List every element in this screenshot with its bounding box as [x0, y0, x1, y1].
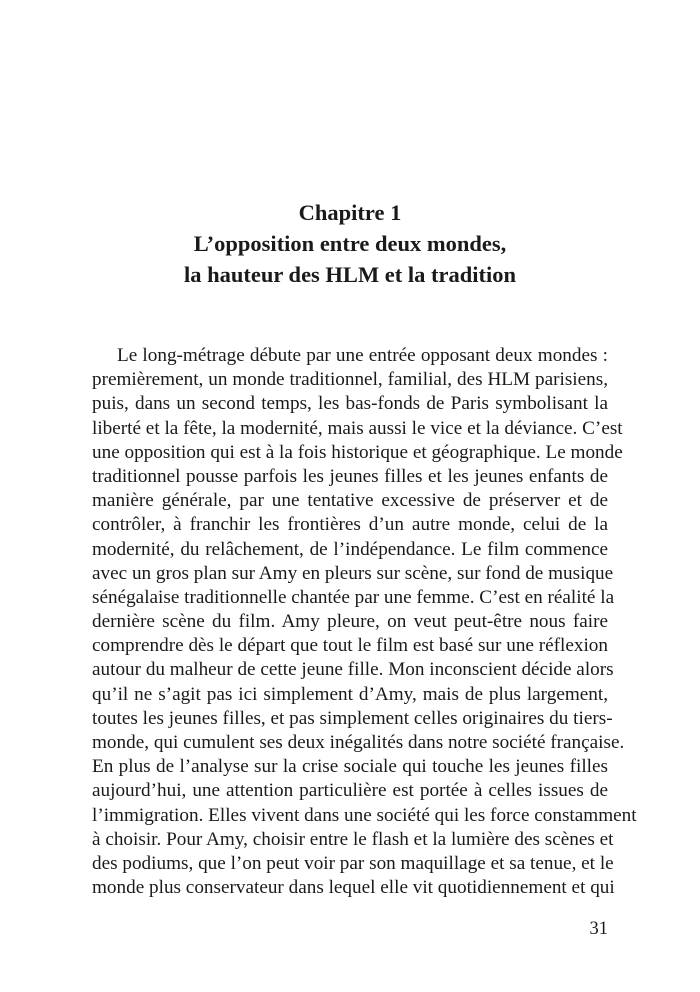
chapter-number: Chapitre 1: [298, 200, 402, 225]
text-line: monde plus conservateur dans lequel elle vit quotidiennement et qui: [92, 877, 615, 899]
text-line: avec un gros plan sur Amy en pleurs sur scène, sur fond de musique: [92, 562, 614, 584]
text-line: à choisir. Pour Amy, choisir entre le flash et la lumière des scènes et: [92, 828, 614, 850]
text-line: premièrement, un monde traditionnel, familial, des HLM parisiens,: [92, 369, 608, 391]
text-line: une opposition qui est à la fois historique et géographique. Le monde: [92, 441, 623, 463]
text-line: l’immigration. Elles vivent dans une société qui les force constamment: [92, 804, 637, 826]
text-line: En plus de l’analyse sur la crise sociale qui touche les jeunes filles: [92, 756, 608, 778]
text-line: des podiums, que l’on peut voir par son maquillage et sa tenue, et le: [92, 852, 614, 874]
text-line: contrôler, à franchir les frontières d’un autre monde, celui de la: [92, 514, 608, 536]
page-number: 31: [589, 919, 608, 939]
text-line: sénégalaise traditionnelle chantée par une femme. C’est en réalité la: [92, 586, 615, 608]
text-line: aujourd’hui, une attention particulière est portée à celles issues de: [92, 780, 608, 802]
text-line: comprendre dès le départ que tout le film est basé sur une réflexion: [92, 635, 608, 657]
chapter-title-line-2: la hauteur des HLM et la tradition: [183, 262, 517, 287]
text-line: autour du malheur de cette jeune fille. Mon inconscient décide alors: [92, 659, 614, 681]
chapter-heading: [0, 197, 700, 290]
text-line: qu’il ne s’agit pas ici simplement d’Amy, mais de plus largement,: [92, 683, 608, 705]
text-line: manière générale, par une tentative excessive de préserver et de: [92, 490, 608, 512]
chapter-title-line-1: L’opposition entre deux mondes,: [193, 231, 507, 256]
body-paragraph: [92, 344, 637, 900]
text-line: traditionnel pousse parfois les jeunes filles et les jeunes enfants de: [92, 465, 608, 487]
text-line: modernité, du relâchement, de l’indépendance. Le film commence: [92, 538, 608, 560]
text-line: puis, dans un second temps, les bas-fonds de Paris symbolisant la: [92, 393, 608, 415]
text-line: monde, qui cumulent ses deux inégalités dans notre société française.: [92, 732, 625, 753]
text-line: dernière scène du film. Amy pleure, on veut peut-être nous faire: [92, 611, 608, 633]
text-line: toutes les jeunes filles, et pas simplement celles originaires du tiers-: [92, 707, 613, 729]
text-line: Le long-métrage débute par une entrée opposant deux mondes :: [117, 345, 608, 366]
text-line: liberté et la fête, la modernité, mais aussi le vice et la déviance. C’est: [92, 417, 623, 439]
